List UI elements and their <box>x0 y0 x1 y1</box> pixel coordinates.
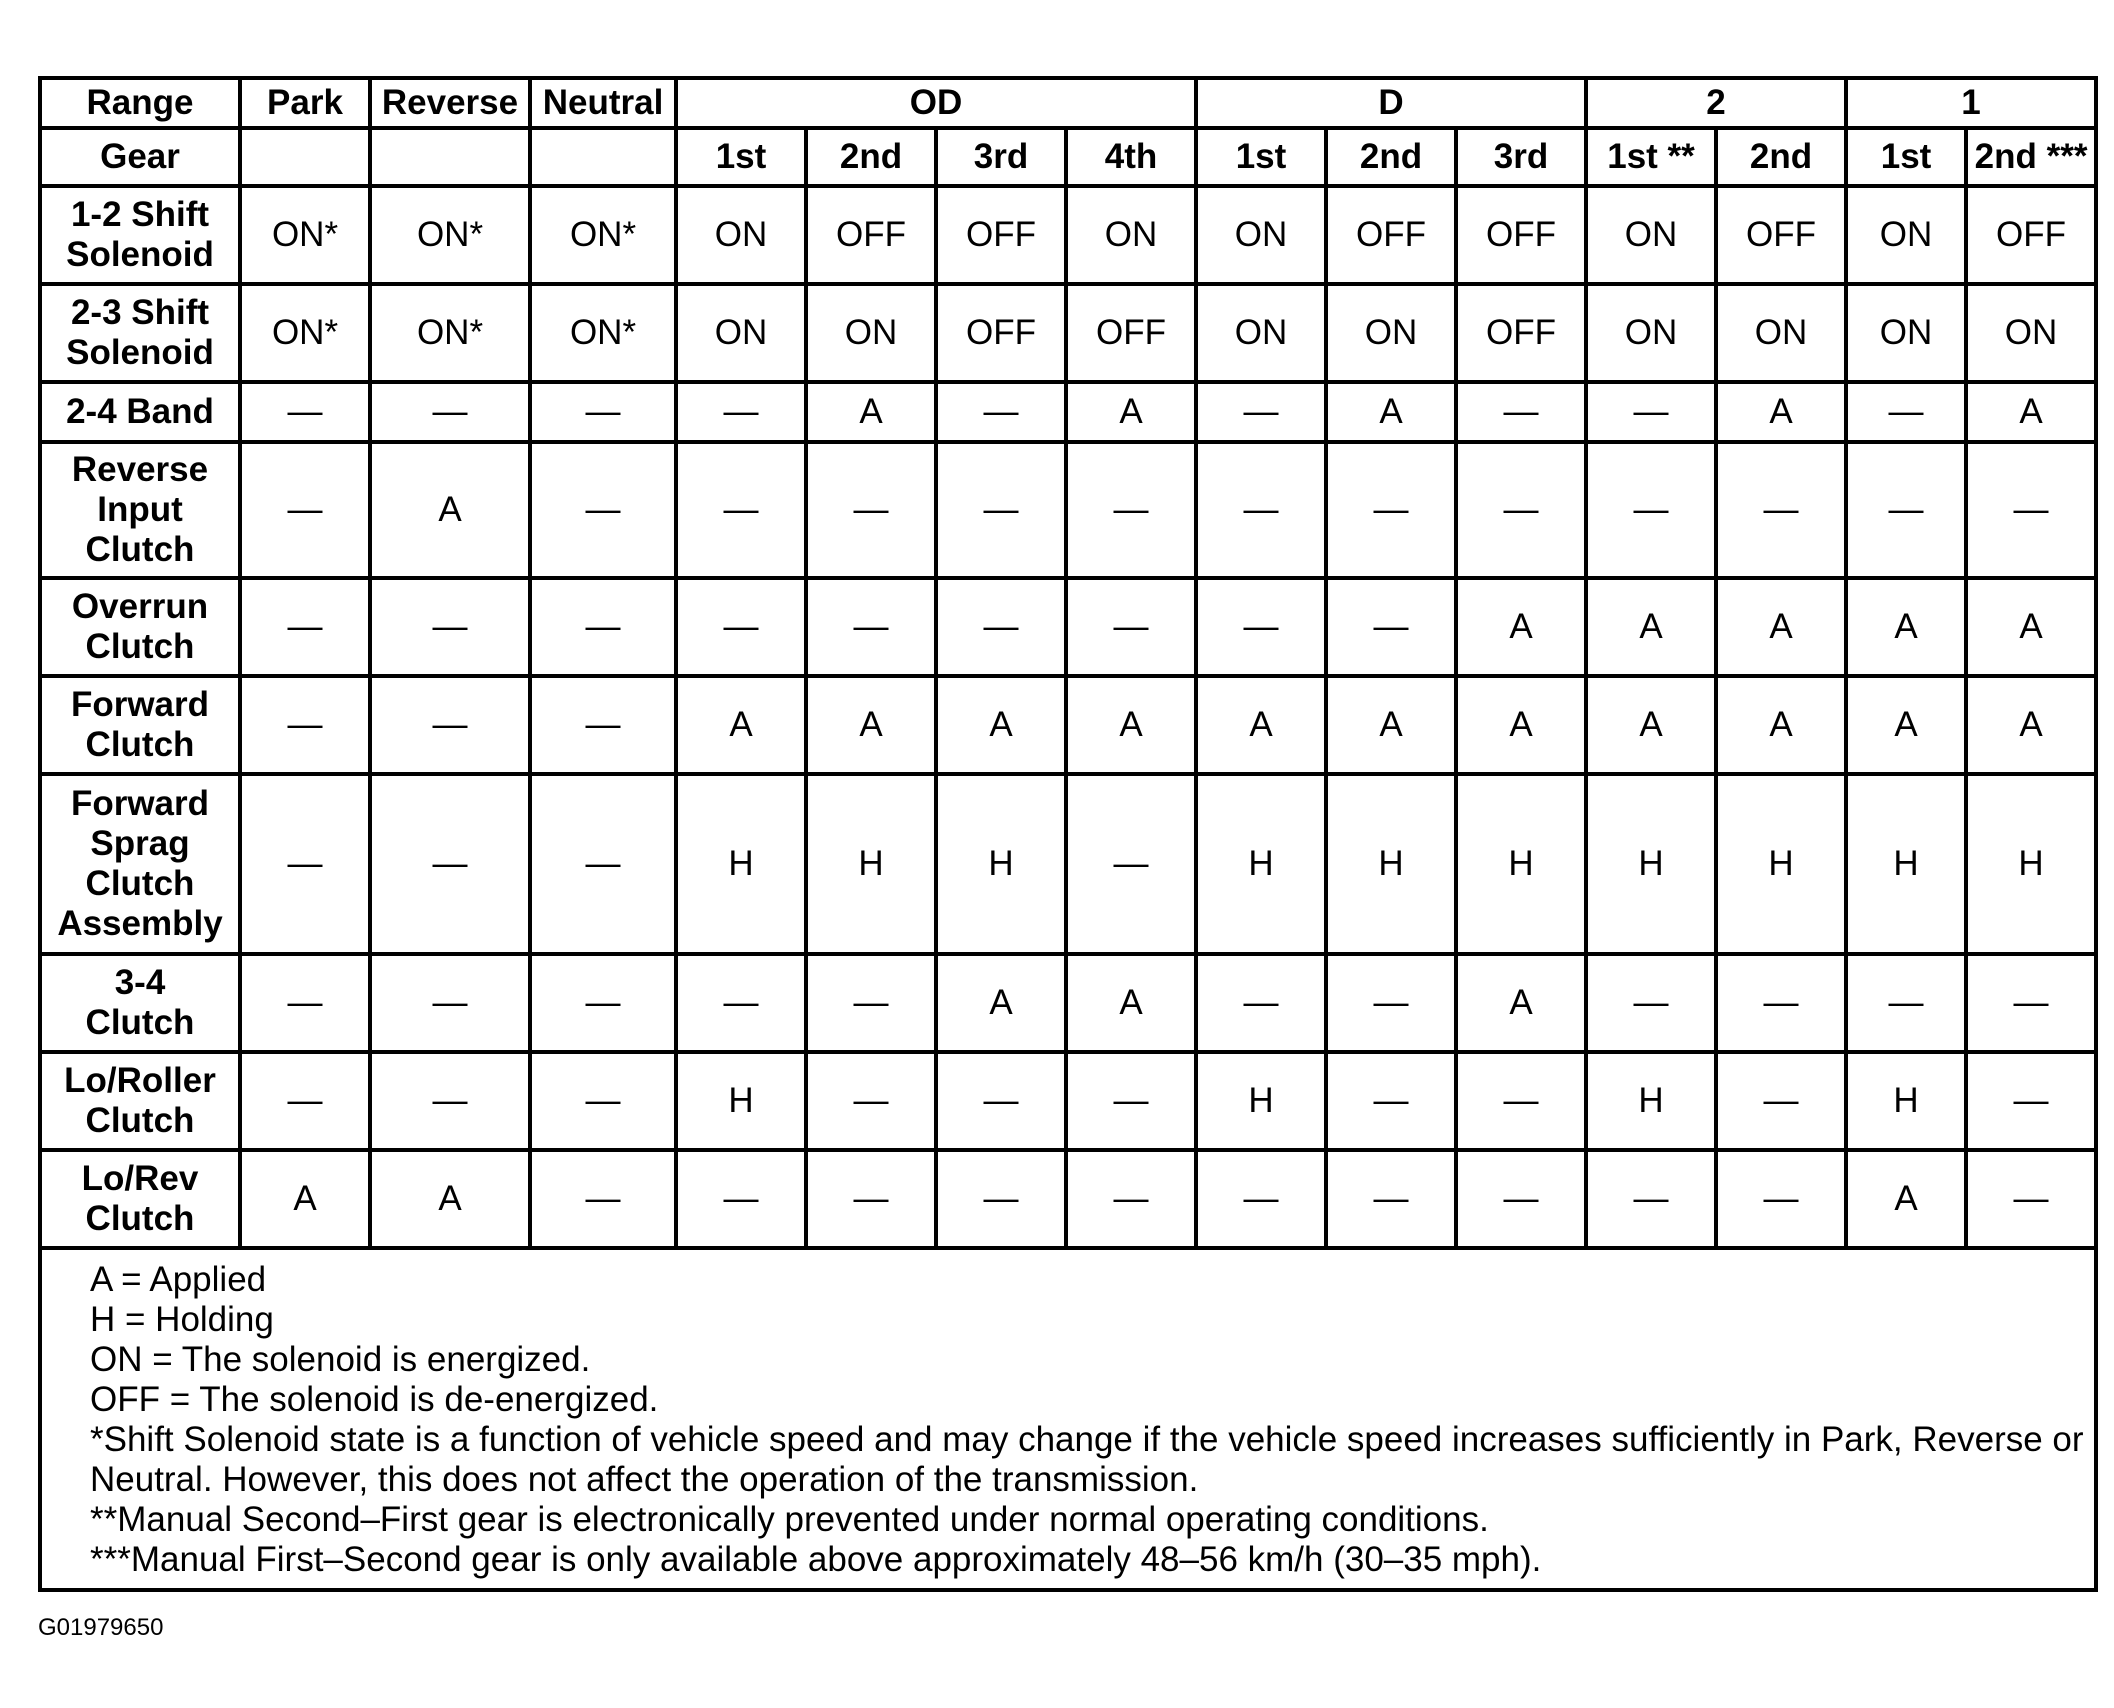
table-cell: — <box>1326 442 1456 578</box>
table-cell: ON* <box>530 186 676 284</box>
table-cell: A <box>1966 382 2096 442</box>
row-label-line: Solenoid <box>66 235 214 274</box>
table-cell: ON <box>1586 284 1716 382</box>
table-cell: — <box>1066 578 1196 676</box>
table-cell: — <box>1066 442 1196 578</box>
table-cell: ON* <box>370 284 530 382</box>
table-cell: ON <box>1196 284 1326 382</box>
row-label <box>40 1052 240 1150</box>
legend-line: ON = The solenoid is energized. <box>90 1340 591 1379</box>
table-row <box>40 954 2096 1052</box>
table-cell: — <box>1846 382 1966 442</box>
table-cell: — <box>1456 1150 1586 1248</box>
table-cell: — <box>240 382 370 442</box>
table-cell: — <box>370 1052 530 1150</box>
row-label <box>40 676 240 774</box>
row-label-line: Clutch <box>85 1199 195 1238</box>
table-cell: — <box>1326 1150 1456 1248</box>
table-cell: — <box>240 676 370 774</box>
table-cell: OFF <box>1066 284 1196 382</box>
gear-header-cell: 1st <box>1196 128 1326 186</box>
table-cell: A <box>1586 676 1716 774</box>
gear-header-cell: 1st ** <box>1586 128 1716 186</box>
table-cell: OFF <box>1456 186 1586 284</box>
table-cell: — <box>530 954 676 1052</box>
table-cell: H <box>1846 774 1966 954</box>
table-row <box>40 1052 2096 1150</box>
table-cell: — <box>1066 774 1196 954</box>
table-cell: — <box>1716 1150 1846 1248</box>
table-cell: ON <box>676 284 806 382</box>
table-cell: ON <box>1586 186 1716 284</box>
table-cell: ON <box>1846 284 1966 382</box>
table-row <box>40 774 2096 954</box>
table-cell: ON* <box>530 284 676 382</box>
table-cell: — <box>1966 1150 2096 1248</box>
table-cell: — <box>1456 442 1586 578</box>
table-cell: A <box>240 1150 370 1248</box>
table-cell: — <box>1586 1150 1716 1248</box>
row-label-line: Clutch <box>85 627 195 666</box>
table-cell: — <box>806 954 936 1052</box>
table-cell: — <box>530 1052 676 1150</box>
table-cell: A <box>1456 954 1586 1052</box>
gear-header-cell: 3rd <box>936 128 1066 186</box>
legend-row <box>40 1248 2096 1590</box>
table-cell: — <box>676 578 806 676</box>
table-cell: — <box>530 676 676 774</box>
table-cell: H <box>1586 774 1716 954</box>
table-cell: OFF <box>936 186 1066 284</box>
table-cell: ON* <box>240 186 370 284</box>
gear-header-cell: 1st <box>676 128 806 186</box>
table-cell: A <box>370 1150 530 1248</box>
gear-header-cell: 2nd *** <box>1966 128 2096 186</box>
row-label-line: Lo/Roller <box>64 1061 216 1100</box>
range-header-cell: Park <box>240 78 370 128</box>
table-cell: A <box>1846 578 1966 676</box>
gear-header-cell: 2nd <box>806 128 936 186</box>
table-cell: A <box>1456 676 1586 774</box>
table-cell: — <box>676 382 806 442</box>
table-cell: — <box>1846 954 1966 1052</box>
table-cell: A <box>1966 578 2096 676</box>
row-label <box>40 578 240 676</box>
table-cell: ON <box>1716 284 1846 382</box>
table-cell: — <box>1326 578 1456 676</box>
table-cell: — <box>1066 1150 1196 1248</box>
table-cell: — <box>1196 442 1326 578</box>
table-cell: — <box>1326 954 1456 1052</box>
table-cell: H <box>1586 1052 1716 1150</box>
table-cell: — <box>240 578 370 676</box>
gear-header-cell: 2nd <box>1716 128 1846 186</box>
table-row <box>40 1150 2096 1248</box>
row-label-line: Clutch <box>85 864 195 903</box>
table-cell: — <box>370 578 530 676</box>
table-cell: A <box>806 382 936 442</box>
table-cell: — <box>806 578 936 676</box>
row-label-line: Forward <box>70 784 210 823</box>
table-cell: — <box>1966 1052 2096 1150</box>
table-cell: — <box>240 774 370 954</box>
table-cell: A <box>1456 578 1586 676</box>
row-label-line: Sprag <box>90 824 190 863</box>
legend-line: OFF = The solenoid is de-energized. <box>90 1380 659 1419</box>
table-cell: A <box>936 676 1066 774</box>
table-cell: A <box>1326 676 1456 774</box>
table-cell: — <box>1196 954 1326 1052</box>
table-cell: — <box>806 1150 936 1248</box>
table-cell: H <box>1716 774 1846 954</box>
table-cell: A <box>1716 676 1846 774</box>
gear-header-cell <box>240 128 370 186</box>
table-cell: A <box>1066 382 1196 442</box>
table-cell: ON <box>1326 284 1456 382</box>
gear-header-cell: 4th <box>1066 128 1196 186</box>
table-cell: — <box>936 382 1066 442</box>
table-cell: — <box>806 442 936 578</box>
table-cell: — <box>676 442 806 578</box>
gear-label: Gear <box>40 128 240 186</box>
range-header-cell: D <box>1196 78 1586 128</box>
table-cell: — <box>530 382 676 442</box>
table-row <box>40 442 2096 578</box>
table-cell: — <box>1586 382 1716 442</box>
row-label-line: Reverse <box>71 450 209 489</box>
row-label-line: Input <box>97 490 183 529</box>
row-label <box>40 1150 240 1248</box>
row-label-line: 1-2 Shift <box>70 195 210 234</box>
table-cell: — <box>1456 1052 1586 1150</box>
table-cell: OFF <box>806 186 936 284</box>
table-cell: — <box>1196 1150 1326 1248</box>
row-label-line: Overrun <box>71 587 209 626</box>
table-cell: — <box>1966 442 2096 578</box>
table-row <box>40 284 2096 382</box>
table-cell: H <box>1196 774 1326 954</box>
table-cell: — <box>530 442 676 578</box>
table-cell: — <box>370 774 530 954</box>
table-cell: OFF <box>1456 284 1586 382</box>
table-cell: — <box>1326 1052 1456 1150</box>
table-row <box>40 676 2096 774</box>
table-cell: ON <box>1196 186 1326 284</box>
table-cell: — <box>370 382 530 442</box>
table-cell: — <box>530 578 676 676</box>
table-cell: — <box>1586 442 1716 578</box>
table-cell: H <box>1326 774 1456 954</box>
table-cell: — <box>1966 954 2096 1052</box>
gear-header-cell: 1st <box>1846 128 1966 186</box>
range-header-cell: Neutral <box>530 78 676 128</box>
table-cell: A <box>936 954 1066 1052</box>
row-label <box>40 284 240 382</box>
table-cell: A <box>1716 382 1846 442</box>
row-label-line: Lo/Rev <box>81 1159 199 1198</box>
table-cell: H <box>806 774 936 954</box>
table-cell: — <box>676 1150 806 1248</box>
row-label-line: Forward <box>70 685 210 724</box>
table-cell: H <box>676 774 806 954</box>
gear-header-cell <box>530 128 676 186</box>
table-cell: ON <box>676 186 806 284</box>
table-cell: — <box>806 1052 936 1150</box>
table-cell: — <box>936 442 1066 578</box>
range-header-row <box>40 78 2096 128</box>
row-label <box>40 442 240 578</box>
table-row <box>40 382 2096 442</box>
table-cell: — <box>1586 954 1716 1052</box>
table-row <box>40 186 2096 284</box>
range-header-cell: Reverse <box>370 78 530 128</box>
table-cell: — <box>370 676 530 774</box>
table-cell: — <box>530 774 676 954</box>
row-label-line: Clutch <box>85 725 195 764</box>
table-cell: OFF <box>1966 186 2096 284</box>
range-label: Range <box>40 78 240 128</box>
table-cell: — <box>1196 578 1326 676</box>
figure-id: G01979650 <box>38 1614 164 1641</box>
legend <box>40 1248 2096 1590</box>
table-cell: — <box>676 954 806 1052</box>
table-cell: — <box>240 954 370 1052</box>
row-label-line: Assembly <box>57 904 223 943</box>
table-cell: ON* <box>240 284 370 382</box>
legend-line: *Shift Solenoid state is a function of vehicle speed and may change if the vehicle speed increases sufficiently in Park, Reverse or Neutral. However, this does not affect the operation of the transmission. <box>90 1420 2084 1499</box>
table-cell: — <box>1846 442 1966 578</box>
table-cell: — <box>936 578 1066 676</box>
table-cell: — <box>1066 1052 1196 1150</box>
table-cell: ON <box>1846 186 1966 284</box>
table-cell: OFF <box>1716 186 1846 284</box>
table-cell: ON <box>1966 284 2096 382</box>
table-cell: ON <box>806 284 936 382</box>
table-cell: — <box>1716 954 1846 1052</box>
legend-line: **Manual Second–First gear is electronically prevented under normal operating conditions. <box>90 1500 1489 1539</box>
table-cell: OFF <box>936 284 1066 382</box>
table-cell: — <box>936 1052 1066 1150</box>
gear-header-cell: 2nd <box>1326 128 1456 186</box>
row-label-line: Solenoid <box>66 333 214 372</box>
row-label <box>40 954 240 1052</box>
table-cell: H <box>1966 774 2096 954</box>
table-cell: OFF <box>1326 186 1456 284</box>
table-cell: — <box>240 1052 370 1150</box>
gear-header-cell: 3rd <box>1456 128 1586 186</box>
table-cell: — <box>1456 382 1586 442</box>
table-cell: H <box>1456 774 1586 954</box>
table-cell: — <box>530 1150 676 1248</box>
table-cell: — <box>1196 382 1326 442</box>
table-cell: — <box>1716 442 1846 578</box>
row-label <box>40 382 240 442</box>
legend-line: H = Holding <box>90 1300 274 1339</box>
table-cell: H <box>1846 1052 1966 1150</box>
chart-body <box>40 186 2096 1248</box>
table-cell: — <box>1716 1052 1846 1150</box>
table-cell: A <box>370 442 530 578</box>
table-cell: A <box>1966 676 2096 774</box>
table-cell: A <box>1196 676 1326 774</box>
table-cell: — <box>240 442 370 578</box>
table-cell: ON <box>1066 186 1196 284</box>
table-cell: A <box>1846 676 1966 774</box>
table-cell: — <box>370 954 530 1052</box>
row-label-line: 2-3 Shift <box>70 293 210 332</box>
table-cell: A <box>1066 676 1196 774</box>
table-cell: H <box>1196 1052 1326 1150</box>
table-cell: A <box>676 676 806 774</box>
legend-line: A = Applied <box>90 1260 267 1299</box>
table-cell: A <box>1066 954 1196 1052</box>
table-row <box>40 578 2096 676</box>
table-cell: A <box>806 676 936 774</box>
row-label-line: Clutch <box>85 1101 195 1140</box>
table-cell: H <box>676 1052 806 1150</box>
row-label-line: 3-4 <box>114 963 166 1002</box>
table-cell: A <box>1586 578 1716 676</box>
range-header-cell: 2 <box>1586 78 1846 128</box>
table-cell: — <box>936 1150 1066 1248</box>
table-cell: A <box>1846 1150 1966 1248</box>
gear-header-cell <box>370 128 530 186</box>
row-label-line: Clutch <box>85 1003 195 1042</box>
table-cell: H <box>936 774 1066 954</box>
table-cell: A <box>1326 382 1456 442</box>
range-header-cell: 1 <box>1846 78 2096 128</box>
range-header-cell: OD <box>676 78 1196 128</box>
table-cell: A <box>1716 578 1846 676</box>
legend-line: ***Manual First–Second gear is only available above approximately 48–56 km/h (30–35 mph). <box>90 1540 1542 1579</box>
gear-header-row <box>40 128 2096 186</box>
row-label <box>40 186 240 284</box>
transmission-application-chart <box>38 76 2098 1592</box>
row-label <box>40 774 240 954</box>
table-cell: ON* <box>370 186 530 284</box>
row-label-line: Clutch <box>85 530 195 569</box>
row-label-line: 2-4 Band <box>66 392 214 431</box>
